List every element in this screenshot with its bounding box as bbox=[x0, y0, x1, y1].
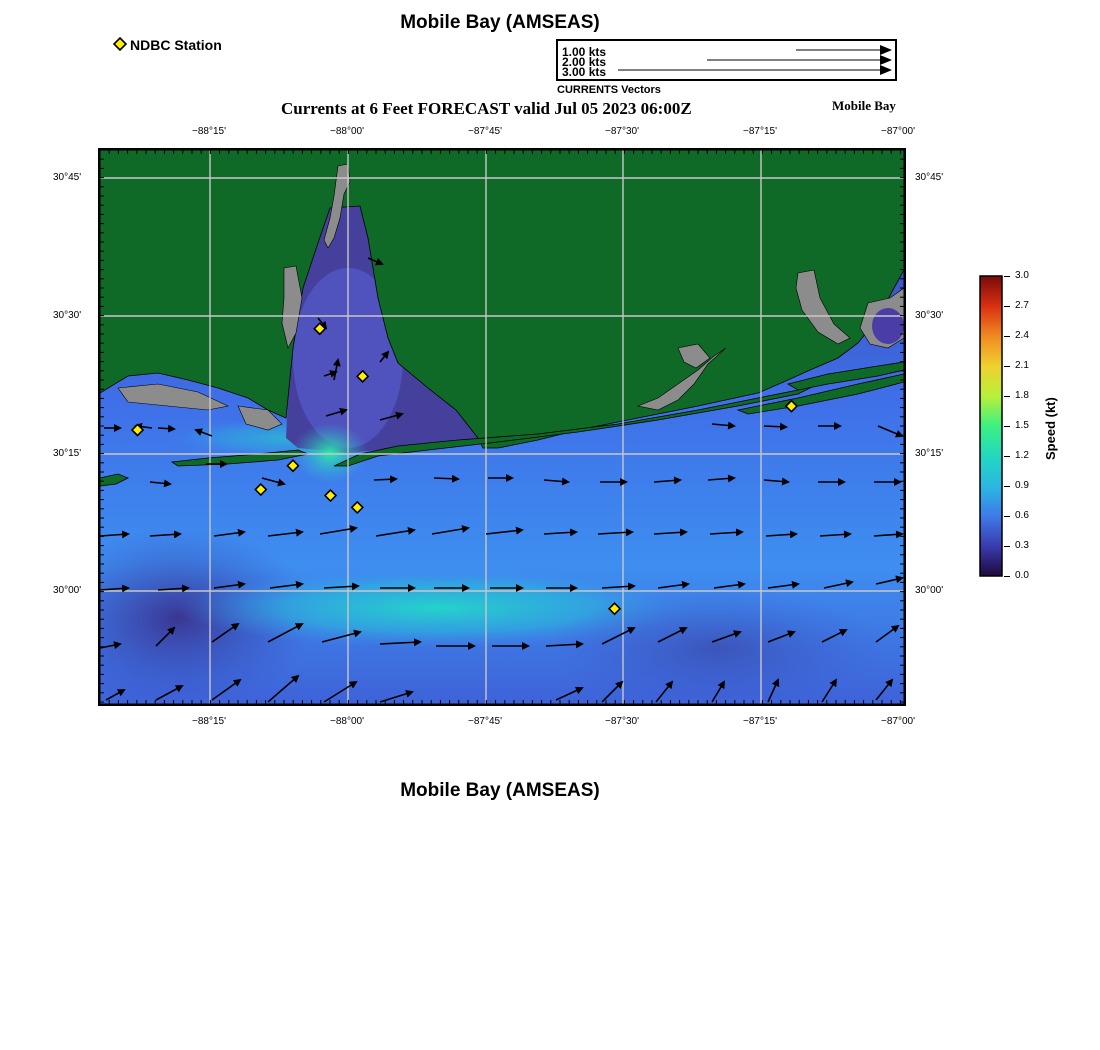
colorbar-tick-label: 0.3 bbox=[1015, 540, 1029, 551]
colorbar-scale bbox=[978, 274, 1004, 580]
lon-tick-bottom-1: −88°15' bbox=[192, 716, 226, 727]
vector-key-row-3: 3.00 kts bbox=[562, 65, 607, 79]
lon-tick-bottom-3: −87°45' bbox=[468, 716, 502, 727]
colorbar-tick bbox=[1004, 366, 1010, 367]
colorbar-tick-label: 0.0 bbox=[1015, 570, 1029, 581]
station-legend-label: NDBC Station bbox=[130, 37, 222, 53]
colorbar-tick-label: 0.6 bbox=[1015, 510, 1029, 521]
lon-tick-top-6: −87°00' bbox=[881, 126, 915, 137]
lat-tick-left-1: 30°45' bbox=[53, 172, 82, 183]
lon-tick-bottom-4: −87°30' bbox=[605, 716, 639, 727]
map-subtitle: Currents at 6 Feet FORECAST valid Jul 05 2023 06:00Z bbox=[281, 99, 692, 118]
lat-tick-left-2: 30°30' bbox=[53, 310, 82, 321]
colorbar-tick bbox=[1004, 516, 1010, 517]
lon-tick-bottom-5: −87°15' bbox=[743, 716, 777, 727]
vector-key-row-2: 2.00 kts bbox=[562, 55, 607, 69]
lon-tick-top-1: −88°15' bbox=[192, 126, 226, 137]
colorbar-tick-label: 2.1 bbox=[1015, 360, 1029, 371]
vector-key-caption: CURRENTS Vectors bbox=[557, 84, 661, 96]
lon-tick-bottom-2: −88°00' bbox=[330, 716, 364, 727]
colorbar-tick-label: 2.4 bbox=[1015, 330, 1029, 341]
colorbar-tick-label: 3.0 bbox=[1015, 270, 1029, 281]
page-title-bottom: Mobile Bay (AMSEAS) bbox=[400, 780, 600, 801]
colorbar-tick bbox=[1004, 486, 1010, 487]
lat-tick-right-4: 30°00' bbox=[915, 585, 944, 596]
colorbar-tick bbox=[1004, 456, 1010, 457]
pensacola-bay-water bbox=[872, 308, 904, 344]
diamond-icon bbox=[113, 37, 129, 53]
region-label: Mobile Bay bbox=[832, 98, 896, 113]
colorbar-tick bbox=[1004, 336, 1010, 337]
vector-key bbox=[556, 39, 897, 81]
lon-tick-top-2: −88°00' bbox=[330, 126, 364, 137]
colorbar-tick-label: 1.2 bbox=[1015, 450, 1029, 461]
colorbar-title: Speed (kt) bbox=[1043, 397, 1058, 460]
lon-tick-top-5: −87°15' bbox=[743, 126, 777, 137]
colorbar-tick-label: 1.8 bbox=[1015, 390, 1029, 401]
lat-tick-right-1: 30°45' bbox=[915, 172, 944, 183]
colorbar-tick-label: 2.7 bbox=[1015, 300, 1029, 311]
page-title: Mobile Bay (AMSEAS) bbox=[400, 12, 600, 33]
lon-tick-top-3: −87°45' bbox=[468, 126, 502, 137]
lat-tick-right-2: 30°30' bbox=[915, 310, 944, 321]
colorbar-tick-label: 1.5 bbox=[1015, 420, 1029, 431]
colorbar-tick bbox=[1004, 576, 1010, 577]
lat-tick-left-4: 30°00' bbox=[53, 585, 82, 596]
lon-tick-bottom-6: −87°00' bbox=[881, 716, 915, 727]
colorbar-tick bbox=[1004, 276, 1010, 277]
colorbar-tick-label: 0.9 bbox=[1015, 480, 1029, 491]
colorbar-tick bbox=[1004, 306, 1010, 307]
vector-key-row-1: 1.00 kts bbox=[562, 45, 607, 59]
lon-tick-top-4: −87°30' bbox=[605, 126, 639, 137]
colorbar-tick bbox=[1004, 426, 1010, 427]
colorbar-tick bbox=[1004, 396, 1010, 397]
vector-key-arrows bbox=[558, 41, 895, 79]
lat-tick-right-3: 30°15' bbox=[915, 448, 944, 459]
slow-current-patch-east bbox=[548, 588, 888, 706]
colorbar-tick bbox=[1004, 546, 1010, 547]
currents-map bbox=[98, 148, 906, 706]
lat-tick-left-3: 30°15' bbox=[53, 448, 82, 459]
